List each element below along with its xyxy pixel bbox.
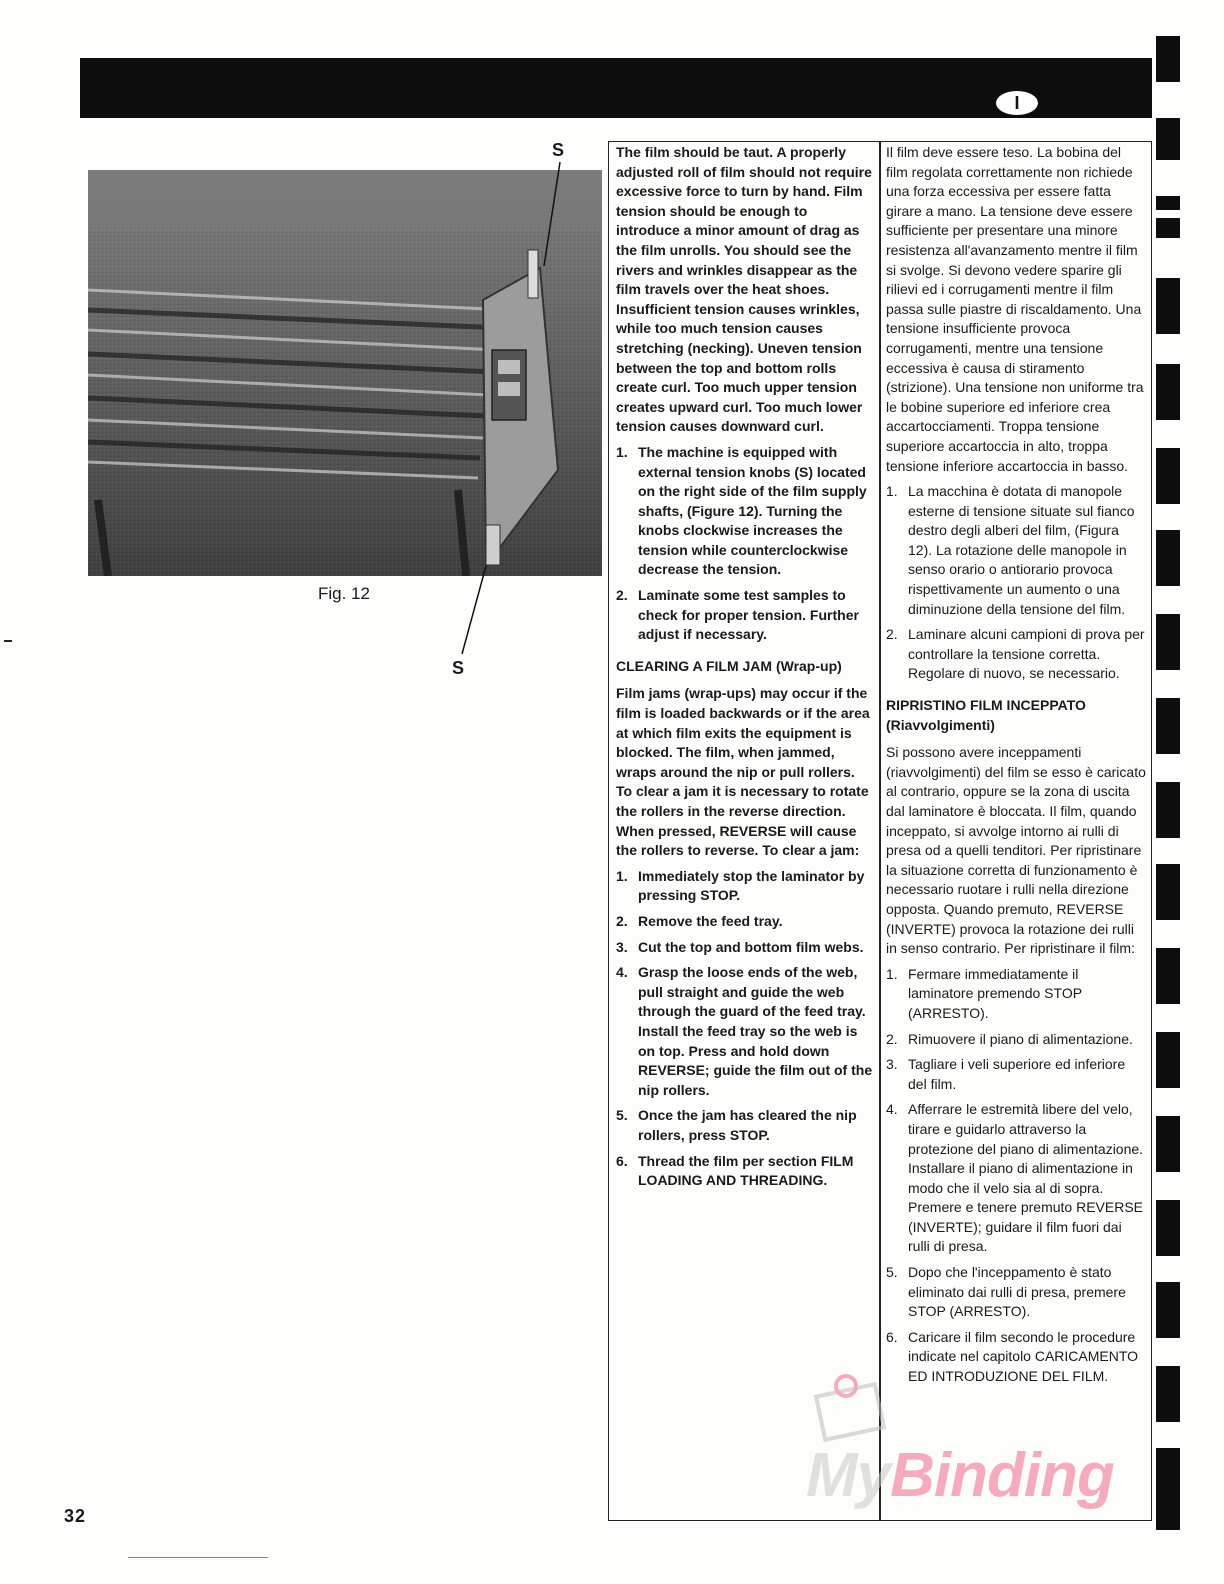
step-number: 1.	[616, 443, 628, 460]
step-text: The machine is equipped with external tension knobs (S) located on the right side of the film supply shafts, (Figure 12). Turning the knobs clockwise increases the tension while counterclockwise decrease the tension.	[638, 443, 867, 578]
step-number: 6.	[616, 1152, 628, 1169]
watermark-brand-main: My	[806, 1441, 891, 1510]
step-number: 2.	[886, 626, 898, 643]
english-column	[616, 143, 874, 1197]
step-text: Caricare il film secondo le procedure indicate nel capitolo CARICAMENTO ED INTRODUZIONE DEL FILM.	[908, 1328, 1139, 1385]
step-text: Tagliare i veli superiore ed inferiore del film.	[908, 1056, 1126, 1092]
step-text: Grasp the loose ends of the web, pull straight and guide the web through the guard of the feed tray. Install the feed tray so the web is on top. Press and hold down REVERSE; guide the film out of the nip rollers.	[638, 964, 873, 1098]
italian-column	[886, 143, 1146, 1393]
list-item	[886, 1328, 1146, 1387]
list-item	[616, 912, 874, 932]
margin-mark	[4, 640, 12, 642]
step-number: 2.	[886, 1030, 898, 1047]
step-text: Cut the top and bottom film webs.	[638, 938, 864, 955]
jam-intro-paragraph: Si possono avere inceppamenti (riavvolgimenti) del film se esso è caricato al contrario, oppure se la zona di uscita dal laminatore è bloccata. Il film, quando inceppato, si avvolge intorno ai rulli di presa od a quelli tenditori. Per ripristinare la situazione corretta di funzionamento è necessario ruotare i rulli nella direzione opposta. Quando premuto, REVERSE (INVERTE) provoca la rotazione dei rulli in senso contrario. Per ripristinare il film:	[886, 744, 1146, 957]
list-item	[886, 482, 1146, 619]
language-badge: I	[993, 88, 1041, 118]
step-number: 6.	[886, 1328, 898, 1345]
list-item	[886, 1030, 1146, 1050]
step-text: Laminare alcuni campioni di prova per controllare la tensione corretta. Regolare di nuovo, se necessario.	[908, 626, 1145, 682]
list-item	[886, 1100, 1146, 1257]
step-text: La macchina è dotata di manopole esterne di tensione situate sul fianco destro degli alberi del film, (Figura 12). La rotazione delle manopole in senso orario o antiorario provoca rispettivamente un aumento o una diminuzione della tensione del film.	[908, 483, 1135, 617]
step-text: Afferrare le estremità libere del velo, tirare e guidarlo attraverso la protezione del piano di alimentazione. Installare il piano di alimentazione in modo che il velo sia al di sopra. Premere e tenere premuto REVERSE (INVERTE); guidare il film fuori dai rulli di presa.	[908, 1101, 1144, 1255]
list-item	[616, 1106, 874, 1145]
list-item	[616, 586, 874, 645]
step-text: Remove the feed tray.	[638, 912, 783, 929]
figure-caption: Fig. 12	[318, 584, 370, 603]
step-number: 1.	[886, 965, 898, 982]
column-divider	[879, 141, 881, 1521]
callout-label-s-top: S	[552, 140, 565, 160]
section-heading: RIPRISTINO FILM INCEPPATO (Riavvolgimenti)	[886, 697, 1086, 733]
page-number: 32	[64, 1506, 87, 1526]
jam-steps-list	[886, 965, 1146, 1387]
jam-steps-list	[616, 867, 874, 1191]
watermark-brand-accent: Binding	[890, 1441, 1114, 1510]
list-item	[616, 963, 874, 1100]
step-text: Immediately stop the laminator by pressing STOP.	[638, 867, 865, 904]
step-number: 3.	[616, 938, 628, 955]
step-text: Thread the film per section FILM LOADING AND THREADING.	[638, 1152, 854, 1189]
step-number: 4.	[886, 1101, 898, 1118]
step-text: Laminate some test samples to check for proper tension. Further adjust if necessary.	[638, 587, 859, 643]
list-item	[616, 867, 874, 906]
list-item	[616, 938, 874, 958]
step-number: 5.	[886, 1264, 898, 1281]
step-number: 1.	[616, 867, 628, 884]
intro-paragraph: The film should be taut. A properly adjusted roll of film should not require excessive force to turn by hand. Film tension should be enough to introduce a minor amount of drag as the film unrolls. You should see the rivers and wrinkles disappear as the film travels over the heat shoes. Insufficient tension causes wrinkles, while too much tension causes stretching (necking). Uneven tension between the top and bottom rolls create curl. Too much upper tension creates upward curl. Too much lower tension causes downward curl.	[616, 144, 872, 435]
tension-steps-list	[886, 482, 1146, 684]
step-number: 5.	[616, 1107, 628, 1124]
callout-label-s-bottom: S	[452, 658, 465, 678]
section-heading: CLEARING A FILM JAM (Wrap-up)	[616, 657, 842, 674]
step-number: 4.	[616, 964, 628, 981]
list-item	[886, 1263, 1146, 1322]
step-number: 3.	[886, 1056, 898, 1073]
step-text: Fermare immediatamente il laminatore premendo STOP (ARRESTO).	[908, 965, 1082, 1021]
intro-paragraph: Il film deve essere teso. La bobina del film regolata correttamente non richiede una forza eccessiva per essere fatta girare a mano. La tensione deve essere sufficiente per presentare una minore resistenza all'avanzamento mentre il film si svolge. Si devono vedere sparire gli rilievi ed i corrugamenti mentre il film passa sulle piastre di riscaldamento. Una tensione insufficiente provoca corrugamenti, mentre una tensione eccessiva è causa di stiramento (strizione). Una tensione non uniforme tra le bobine superiore ed inferiore crea accartocciamenti. Troppa tensione superiore accartoccia in alto, troppa tensione inferiore accartoccia in basso.	[886, 144, 1144, 474]
tension-steps-list	[616, 443, 874, 645]
list-item	[886, 625, 1146, 684]
footer-rule	[128, 1557, 268, 1558]
list-item	[886, 965, 1146, 1024]
step-number: 1.	[886, 483, 898, 500]
step-number: 2.	[616, 587, 628, 604]
step-text: Dopo che l'inceppamento è stato eliminato dai rulli di presa, premere STOP (ARRESTO).	[908, 1264, 1126, 1320]
jam-intro-paragraph: Film jams (wrap-ups) may occur if the film is loaded backwards or if the area at which film exits the equipment is blocked. The film, when jammed, wraps around the nip or pull rollers. To clear a jam it is necessary to rotate the rollers in the reverse direction. When pressed, REVERSE will cause the rollers to reverse. To clear a jam:	[616, 685, 870, 859]
step-text: Once the jam has cleared the nip rollers, press STOP.	[638, 1107, 857, 1143]
list-item	[616, 1152, 874, 1191]
list-item	[616, 443, 874, 580]
step-text: Rimuovere il piano di alimentazione.	[908, 1030, 1133, 1047]
list-item	[886, 1055, 1146, 1094]
step-number: 2.	[616, 912, 628, 929]
